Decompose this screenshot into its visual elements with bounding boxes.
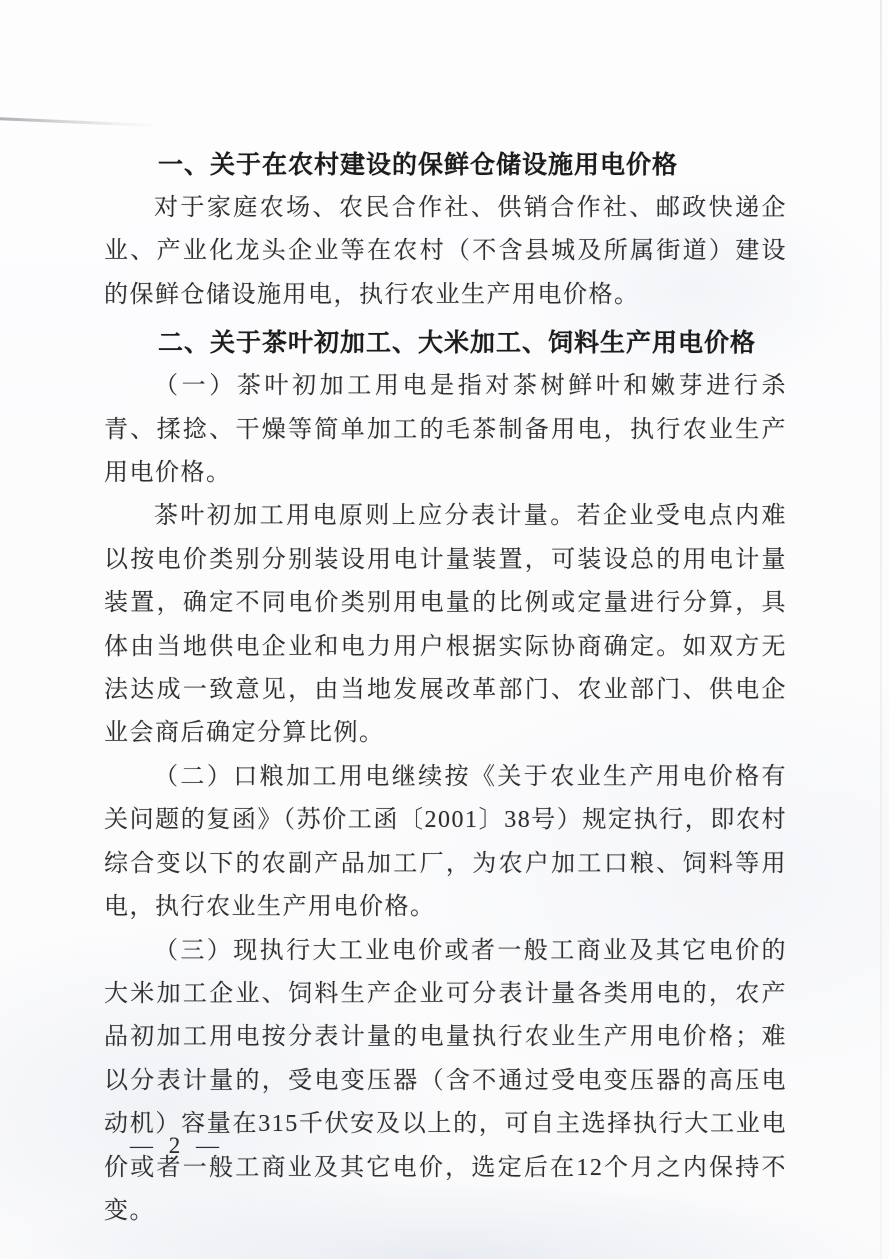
section-1-paragraph-1: 对于家庭农场、农民合作社、供销合作社、邮政快递企业、产业化龙头企业等在农村（不含县城及所属街道）建设的保鲜仓储设施用电，执行农业生产用电价格。 [104, 195, 787, 308]
document-body [104, 143, 787, 1233]
section-2-paragraph-4: （三）现执行大工业电价或者一般工商业及其它电价的大米加工企业、饲料生产企业可分表计量各类用电的，农产品初加工用电按分表计量的电量执行农业生产用电价格；难以分表计量的，受电变压器（含不通过受电变压器的高压电动机）容量在315千伏安及以上的，可自主选择执行大工业电价或者一般工商业及其它电价，选定后在12个月之内保持不变。 [104, 937, 787, 1224]
scan-edge-line [880, 0, 882, 1259]
section-1-heading: 一、关于在农村建设的保鲜仓储设施用电价格 [158, 151, 679, 179]
section-2-paragraph-1: （一）茶叶初加工用电是指对茶树鲜叶和嫩芽进行杀青、揉捻、干燥等简单加工的毛茶制备用电，执行农业生产用电价格。 [104, 373, 787, 487]
section-2-paragraph-3: （二）口粮加工用电继续按《关于农业生产用电价格有关问题的复函》（苏价工函〔2001〕38号）规定执行，即农村综合变以下的农副产品加工厂，为农户加工口粮、饲料等用电，执行农业生产用电价格。 [104, 763, 787, 921]
page-number: — 2 — [130, 1133, 224, 1158]
scan-artifact-line [0, 117, 154, 127]
section-2-heading: 二、关于茶叶初加工、大米加工、饲料生产用电价格 [158, 329, 757, 358]
section-2-paragraph-2: 茶叶初加工用电原则上应分表计量。若企业受电点内难以按电价类别分别装设用电计量装置，可装设总的用电计量装置，确定不同电价类别用电量的比例或定量进行分算，具体由当地供电企业和电力用户根据实际协商确定。如双方无法达成一致意见，由当地发展改革部门、农业部门、供电企业会商后确定分算比例。 [104, 503, 787, 747]
